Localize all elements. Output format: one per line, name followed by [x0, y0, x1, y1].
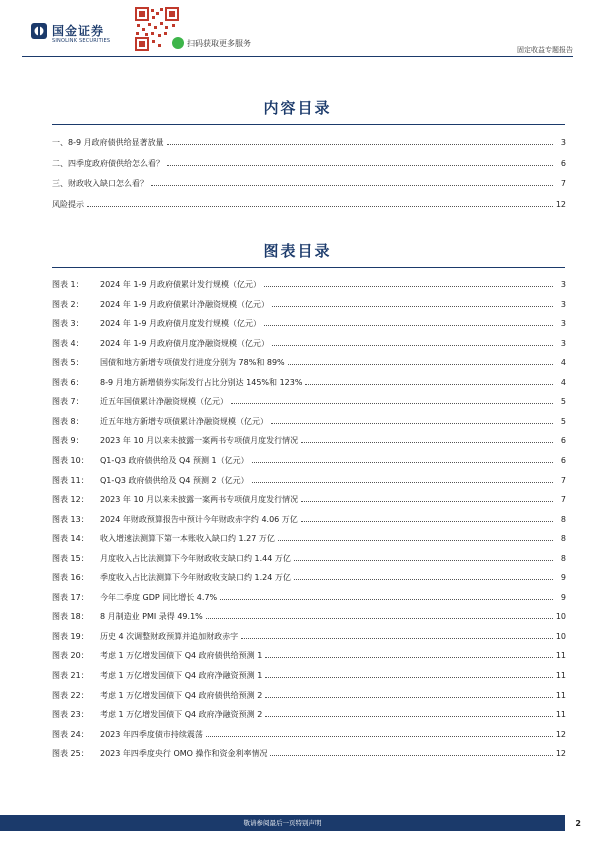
figure-entry-page: 8 — [560, 534, 566, 544]
figure-entry-page: 7 — [560, 475, 566, 485]
figure-entry[interactable] — [52, 376, 566, 388]
figure-entry-page: 4 — [560, 377, 566, 387]
contents-title: 内容目录 — [263, 99, 332, 117]
figure-entry-page: 11 — [555, 690, 566, 700]
leader-dots — [206, 617, 553, 619]
leader-dots — [87, 205, 553, 207]
figure-entry-page: 10 — [555, 631, 566, 641]
figure-entry[interactable] — [52, 493, 566, 505]
contents-entry-label: 二、四季度政府债供给怎么看？ — [52, 158, 164, 168]
figure-entry-label — [52, 338, 269, 349]
figure-title: 国债和地方新增专项债发行进度分别为 78%和 89% — [100, 358, 285, 368]
figure-entry-page: 6 — [560, 436, 566, 446]
figure-number: 图表 15： — [52, 553, 89, 563]
leader-dots — [305, 383, 553, 385]
figure-number: 图表 24： — [52, 729, 89, 739]
figure-entry-label — [52, 533, 275, 544]
figure-number: 图表 19： — [52, 631, 89, 641]
figure-entry-label — [52, 592, 217, 603]
figure-title: 2024 年 1-9 月政府债累计净融资规模（亿元） — [100, 299, 270, 309]
report-type: 固定收益专题报告 — [517, 46, 573, 54]
contents-entry-page: 6 — [560, 158, 566, 168]
figure-entry[interactable] — [52, 571, 566, 583]
figure-number: 图表 22： — [52, 690, 89, 700]
leader-dots — [271, 422, 553, 424]
figure-title: 2024 年 1-9 月政府债月度发行规模（亿元） — [100, 319, 262, 329]
contents-entry-label: 风险提示 — [52, 199, 84, 209]
figure-title: 2023 年 10 月以来未披露一案两书专项债月度发行情况 — [100, 436, 299, 446]
leader-dots — [252, 461, 553, 463]
figure-title: Q1-Q3 政府债供给及 Q4 预测 2（亿元） — [100, 475, 249, 485]
figure-title: 2023 年四季度债市持续震荡 — [100, 729, 203, 739]
figure-entry-label — [52, 709, 262, 720]
figure-title: 近五年地方新增专项债累计净融资规模（亿元） — [100, 416, 268, 426]
leader-dots — [272, 344, 553, 346]
figure-entry-page: 5 — [560, 416, 566, 426]
figure-number: 图表 21： — [52, 671, 89, 680]
figure-number: 图表 16： — [52, 573, 89, 583]
figure-entry-label — [52, 631, 238, 642]
figure-title: 今年二季度 GDP 同比增长 4.7% — [100, 592, 218, 602]
figure-number: 图表 11： — [52, 475, 89, 485]
figures-title-underline — [52, 267, 565, 268]
figure-number: 图表 6： — [52, 377, 84, 387]
figure-number: 图表 25： — [52, 749, 89, 759]
leader-dots — [167, 164, 553, 166]
figure-entry-page: 5 — [560, 397, 566, 407]
leader-dots — [301, 500, 553, 502]
wechat-icon — [172, 37, 184, 49]
contents-title-underline — [52, 124, 565, 125]
leader-dots — [294, 578, 553, 580]
figure-entry-label — [52, 299, 269, 310]
figure-entry-label — [52, 416, 268, 427]
page-header — [0, 0, 595, 62]
scan-prompt: 扫码获取更多服务 — [187, 39, 251, 48]
figure-number: 图表 10： — [52, 455, 89, 465]
figure-entry[interactable] — [52, 708, 566, 720]
sinolink-logo-icon — [30, 22, 48, 40]
figure-title: 2024 年 1-9 月政府债月度净融资规模（亿元） — [100, 338, 270, 348]
figure-entry-label — [52, 357, 285, 368]
figure-title: 2023 年 10 月以来未披露一案两书专项债月度发行情况 — [100, 495, 299, 505]
figure-number: 图表 17： — [52, 592, 89, 602]
figure-title: 8 月制造业 PMI 录得 49.1% — [100, 612, 203, 622]
figure-entry-page: 9 — [560, 592, 566, 602]
figure-entry-label — [52, 377, 302, 388]
leader-dots — [265, 696, 553, 698]
leader-dots — [301, 441, 553, 443]
figure-number: 图表 7： — [52, 397, 84, 407]
leader-dots — [252, 481, 553, 483]
figure-entry-label — [52, 670, 262, 681]
figure-entry[interactable] — [52, 395, 566, 407]
figure-title: 2024 年财政预算报告中预计今年财政赤字约 4.06 万亿 — [100, 514, 298, 524]
leader-dots — [265, 656, 553, 658]
figure-entry[interactable] — [52, 649, 566, 661]
figure-entry-label — [52, 279, 261, 290]
figure-number: 图表 8： — [52, 416, 84, 426]
figure-entry[interactable] — [52, 532, 566, 544]
figure-title: 8-9 月地方新增债券实际发行占比分别达 145%和 123% — [100, 377, 303, 387]
figure-entry-label — [52, 455, 249, 466]
figure-entry-label — [52, 494, 298, 505]
figure-entry[interactable] — [52, 434, 566, 446]
figure-number: 图表 1： — [52, 280, 84, 289]
figure-number: 图表 12： — [52, 495, 89, 505]
figure-title: 近五年国债累计净融资规模（亿元） — [100, 397, 228, 407]
figure-entry-page: 10 — [555, 612, 566, 622]
figure-entry-label — [52, 514, 298, 525]
figure-entry-label — [52, 650, 262, 661]
leader-dots — [264, 324, 553, 326]
figure-entry[interactable] — [52, 474, 566, 486]
leader-dots — [278, 539, 553, 541]
leader-dots — [167, 143, 553, 145]
figure-title: 考虑 1 万亿增发国债下 Q4 政府净融资预测 2 — [100, 710, 263, 720]
leader-dots — [272, 305, 553, 307]
leader-dots — [231, 402, 553, 404]
contents-entry-page: 12 — [555, 199, 566, 209]
figure-entry-page: 3 — [560, 338, 566, 348]
figure-entry-page: 11 — [555, 671, 566, 680]
figure-number: 图表 5： — [52, 358, 84, 368]
figure-title: 2023 年四季度央行 OMO 操作和资金利率情况 — [100, 749, 268, 759]
contents-entry[interactable] — [52, 177, 566, 189]
figure-number: 图表 20： — [52, 651, 89, 661]
figure-entry[interactable] — [52, 513, 566, 525]
contents-entry[interactable] — [52, 198, 566, 210]
figure-entry-label — [52, 690, 262, 701]
figure-entry-page: 3 — [560, 280, 566, 289]
leader-dots — [206, 735, 553, 737]
figure-entry-label — [52, 611, 203, 622]
figure-title: Q1-Q3 政府债供给及 Q4 预测 1（亿元） — [100, 455, 249, 465]
leader-dots — [220, 598, 553, 600]
brand-name-en: SINOLINK SECURITIES — [52, 38, 111, 44]
figure-entry-page: 6 — [560, 455, 566, 465]
figure-number: 图表 3： — [52, 319, 84, 329]
figure-entry[interactable] — [52, 610, 566, 622]
leader-dots — [301, 520, 553, 522]
leader-dots — [265, 676, 553, 678]
figure-entry-label — [52, 318, 261, 329]
figure-entry-page: 8 — [560, 514, 566, 524]
header-divider — [22, 56, 573, 57]
leader-dots — [151, 184, 553, 186]
brand-name: 国金证券 — [52, 24, 105, 38]
leader-dots — [270, 754, 552, 756]
leader-dots — [264, 285, 553, 287]
figure-entry-page: 9 — [560, 573, 566, 583]
figure-entry-label — [52, 396, 228, 407]
figure-entry[interactable] — [52, 298, 566, 310]
footer-band — [0, 815, 565, 831]
figure-entry[interactable] — [52, 552, 566, 564]
figure-entry[interactable] — [52, 591, 566, 603]
leader-dots — [288, 363, 553, 365]
figure-number: 图表 13： — [52, 514, 89, 524]
figure-entry[interactable] — [52, 337, 566, 349]
leader-dots — [294, 559, 553, 561]
figure-entry-page: 4 — [560, 358, 566, 368]
figure-entry[interactable] — [52, 278, 566, 290]
figure-title: 考虑 1 万亿增发国债下 Q4 政府债供给预测 2 — [100, 690, 263, 700]
figure-entry[interactable] — [52, 747, 566, 759]
figure-number: 图表 9： — [52, 436, 84, 446]
figure-entry-page: 11 — [555, 710, 566, 720]
figure-entry-page: 11 — [555, 651, 566, 661]
page-number: 2 — [575, 819, 581, 828]
figure-entry-label — [52, 572, 291, 583]
figure-title: 收入增速法测算下第一本账收入缺口约 1.27 万亿 — [100, 534, 275, 544]
figure-entry-page: 7 — [560, 495, 566, 505]
figure-number: 图表 23： — [52, 710, 89, 720]
figure-entry[interactable] — [52, 728, 566, 740]
figure-entry[interactable] — [52, 317, 566, 329]
figure-entry-label — [52, 729, 203, 740]
figure-title: 考虑 1 万亿增发国债下 Q4 政府债供给预测 1 — [100, 651, 263, 661]
leader-dots — [241, 637, 553, 639]
contents-entry-label: 一、8-9 月政府债供给显著放量 — [52, 138, 164, 147]
figure-title: 2024 年 1-9 月政府债累计发行规模（亿元） — [100, 280, 262, 289]
figure-entry-page: 8 — [560, 553, 566, 563]
figure-entry[interactable] — [52, 415, 566, 427]
contents-entry[interactable] — [52, 136, 566, 148]
figure-entry-page: 12 — [555, 729, 566, 739]
contents-entry-label: 三、财政收入缺口怎么看？ — [52, 179, 148, 188]
figure-entry-label — [52, 475, 249, 486]
figure-entry-label — [52, 748, 267, 759]
figure-number: 图表 4： — [52, 338, 84, 348]
figure-entry-page: 12 — [555, 749, 566, 759]
figure-title: 月度收入占比法测算下今年财政收支缺口约 1.44 万亿 — [100, 553, 291, 563]
figures-title: 图表目录 — [263, 242, 332, 260]
figure-number: 图表 18： — [52, 612, 89, 622]
figure-title: 历史 4 次调整财政预算并追加财政赤字 — [100, 631, 239, 641]
figure-entry-label — [52, 435, 298, 446]
figure-entry[interactable] — [52, 689, 566, 701]
figure-entry-page: 3 — [560, 299, 566, 309]
contents-entry-page: 3 — [560, 138, 566, 147]
figure-entry[interactable] — [52, 630, 566, 642]
figure-entry-label — [52, 553, 291, 564]
figure-number: 图表 14： — [52, 534, 89, 544]
contents-entry-page: 7 — [560, 179, 566, 188]
figure-title: 季度收入占比法测算下今年财政收支缺口约 1.24 万亿 — [100, 573, 291, 583]
figure-title: 考虑 1 万亿增发国债下 Q4 政府净融资预测 1 — [100, 671, 263, 680]
leader-dots — [265, 715, 553, 717]
figure-number: 图表 2： — [52, 299, 84, 309]
figure-entry[interactable] — [52, 669, 566, 681]
contents-entry[interactable] — [52, 157, 566, 169]
page-footer — [0, 815, 595, 842]
figure-entry[interactable] — [52, 356, 566, 368]
figure-entry[interactable] — [52, 454, 566, 466]
footer-disclaimer: 敬请参阅最后一页特别声明 — [243, 819, 322, 827]
figure-entry-page: 3 — [560, 319, 566, 329]
